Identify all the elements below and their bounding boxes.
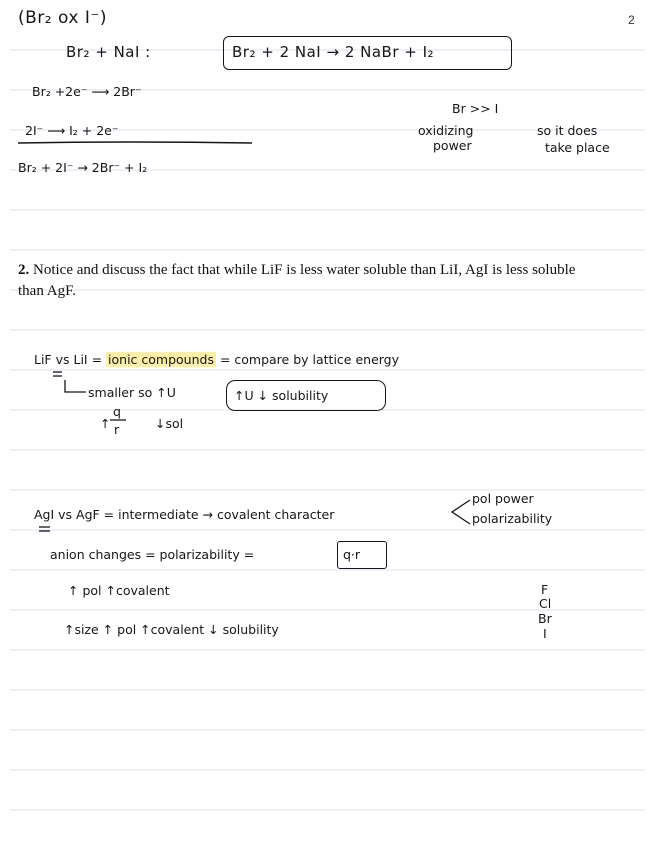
- solubility-decrease: ↓sol: [155, 416, 184, 431]
- reactivity-comparison: Br >> I: [452, 101, 499, 116]
- smaller-so-u-up: smaller so ↑U: [88, 385, 176, 400]
- halogen-cl: Cl: [539, 596, 552, 611]
- agx-comparison-line: AgI vs AgF = intermediate → covalent character: [34, 507, 335, 522]
- conclusion-line-2: take place: [545, 140, 610, 155]
- reduction-half-reaction: Br₂ +2e⁻ ⟶ 2Br⁻: [32, 84, 142, 99]
- page-number: 2: [628, 13, 635, 27]
- halogen-i: I: [543, 626, 547, 641]
- net-ionic-equation: Br₂ + 2I⁻ → 2Br⁻ + I₂: [18, 160, 148, 175]
- oxidation-half-reaction: 2I⁻ ⟶ I₂ + 2e⁻: [25, 123, 119, 138]
- q-r-boxed: q·r: [343, 547, 361, 562]
- power-label: power: [433, 138, 472, 153]
- question-text: Notice and discuss the fact that while LiF is less water soluble than LiI, AgI is less soluble than AgF.: [18, 262, 576, 299]
- radius-denominator: r: [114, 422, 120, 437]
- balanced-equation: Br₂ + 2 NaI → 2 NaBr + I₂: [232, 43, 435, 61]
- question-number: 2.: [18, 262, 30, 278]
- size-solubility-line: ↑size ↑ pol ↑covalent ↓ solubility: [64, 622, 279, 637]
- oxidizing-label: oxidizing: [418, 123, 474, 138]
- lif-suffix: = compare by lattice energy: [215, 352, 400, 367]
- charge-numerator: q: [113, 404, 121, 419]
- polarizability-branch: polarizability: [472, 511, 553, 526]
- up-arrow: ↑: [100, 416, 111, 431]
- lattice-solubility-boxed: ↑U ↓ solubility: [234, 388, 329, 403]
- halogen-f: F: [541, 582, 549, 597]
- conclusion-line-1: so it does: [537, 123, 598, 138]
- lif-prefix: LiF vs LiI =: [34, 352, 107, 367]
- reaction-prompt: Br₂ + NaI :: [66, 43, 151, 61]
- halogen-br: Br: [538, 611, 552, 626]
- pol-covalent-line: ↑ pol ↑covalent: [68, 583, 170, 598]
- section-heading: (Br₂ ox I⁻): [18, 8, 107, 28]
- ionic-compounds-highlight: ionic compounds: [108, 352, 214, 367]
- anion-changes-line: anion changes = polarizability =: [50, 547, 255, 562]
- polarizing-power-branch: pol power: [472, 491, 534, 506]
